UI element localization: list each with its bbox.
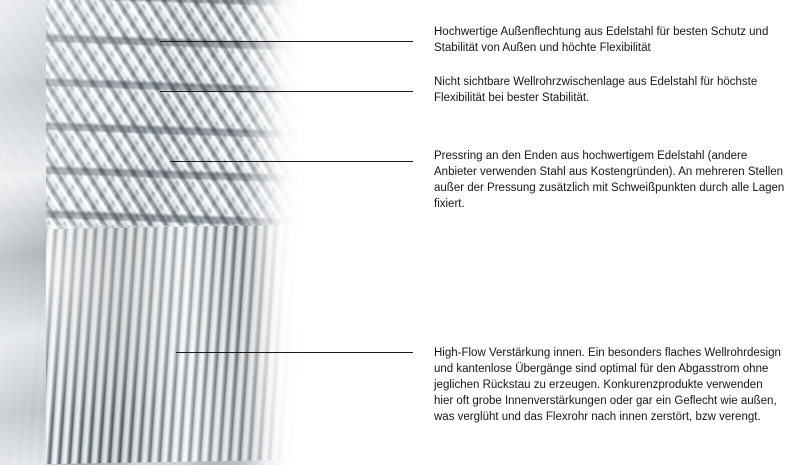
product-photo (0, 0, 300, 465)
callout-inner-corrugated-layer: Nicht sichtbare Wellrohrzwischenlage aus Edelstahl für höchste Flexibilität bei bester Stabilität. (434, 76, 758, 104)
leader-line-end-press-ring (170, 161, 413, 162)
leader-line-outer-braid (160, 41, 413, 42)
callout-outer-braid: Hochwertige Außenflechtung aus Edelstahl für besten Schutz und Stabilität von Außen und höchte Flexibilität (434, 26, 769, 54)
callout-end-press-ring: Pressring an den Enden aus hochwertigem Edelstahl (andere Anbieter verwenden Stahl aus Kostengründen). An mehreren Stellen außer der Pressung zusätzlich mit Schweißpunkten durch alle Lagen fixiert. (434, 150, 785, 210)
photo-left-edge-highlight (0, 0, 46, 465)
leader-line-inner-corrugated-layer (160, 91, 413, 92)
callout-high-flow-reinforcement: High-Flow Verstärkung innen. Ein besonders flaches Wellrohrdesign und kantenlose Übergänge sind optimal für den Abgasstrom ohne jeglichen Rückstau zu erzeugen. Konkurenzprodukte verwenden hier oft grobe Innenverstärkungen oder gar ein Geflecht wie außen, was verglüht und das Flexrohr nach innen zerstört, bzw verengt. (434, 347, 781, 423)
leader-line-high-flow-reinforcement (176, 352, 413, 353)
